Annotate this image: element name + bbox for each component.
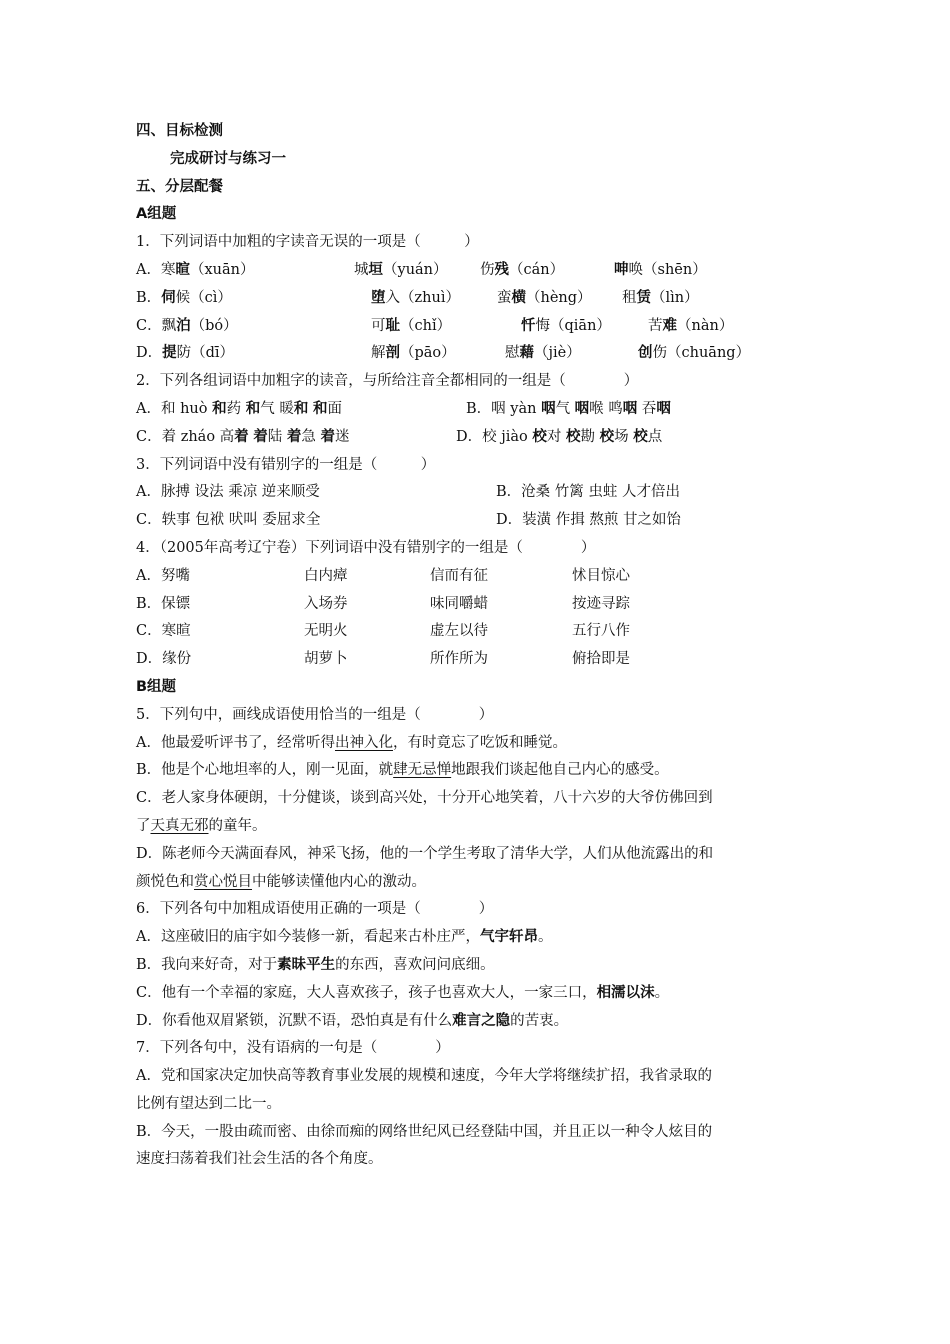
text-run: 的东西，喜欢问问底细。 <box>335 956 495 973</box>
text-run: 唤（shēn） <box>628 261 707 278</box>
bold-text: 剖 <box>385 345 400 362</box>
text-run: A．这座破旧的庙宇如今装修一新，看起来古朴庄严， <box>136 929 480 946</box>
option-line <box>136 980 816 1008</box>
text-run: D．陈老师今天满面春风，神采飞扬，他的一个学生考取了清华大学，人们从他流露出的和 <box>136 845 714 862</box>
option-cell <box>136 396 342 424</box>
text-run: B．今天，一股由疏而密、由徐而痴的网络世纪风已经登陆中国，并且正以一种令人炫目的 <box>136 1123 713 1140</box>
bold-text: 咽 <box>622 400 638 417</box>
text-run: 白内瘴 <box>304 567 348 584</box>
heading-line <box>136 118 816 146</box>
line-text <box>136 785 713 813</box>
bold-text: 咽 <box>541 400 556 417</box>
option-cell <box>371 313 451 341</box>
text-run: C．着 zháo 高 <box>136 428 235 445</box>
option-line <box>136 646 816 674</box>
bold-text: 五、分层配餐 <box>136 178 223 195</box>
bold-text: 难 <box>662 317 677 334</box>
option-line <box>136 591 816 619</box>
text-run: 候（cì） <box>175 289 232 306</box>
heading-line <box>136 174 816 202</box>
bold-text: 校 <box>532 428 547 445</box>
line-text <box>136 952 495 980</box>
text-run: 2．下列各组词语中加粗字的读音，与所给注音全都相同的一组是（ ） <box>136 373 639 390</box>
text-run: C．老人家身体硬朗，十分健谈，谈到高兴处，十分开心地笑着，八十六岁的大爷仿佛回到 <box>136 790 713 807</box>
line-text <box>136 757 669 785</box>
text-run: 喉 鸣 <box>589 400 623 417</box>
question-line <box>136 229 816 257</box>
text-run: B．保镖 <box>136 595 191 612</box>
line-text <box>136 1063 712 1091</box>
text-run: D．装潢 作揖 熬煎 甘之如饴 <box>496 512 681 529</box>
line-text <box>136 896 493 924</box>
option-line <box>136 563 816 591</box>
question-line <box>136 368 816 396</box>
line-text <box>136 535 595 563</box>
bold-text: A组题 <box>136 206 177 223</box>
text-run: D．你看他双眉紧锁，沉默不语，恐怕真是有什么 <box>136 1012 453 1029</box>
text-run: B．咽 yàn <box>466 400 542 417</box>
bold-text: 着 <box>286 428 302 445</box>
text-run: 比例有望达到二比一。 <box>136 1095 281 1112</box>
bold-text: 藉 <box>519 345 534 362</box>
option-cell <box>496 479 680 507</box>
question-line <box>136 896 816 924</box>
bold-text: B组题 <box>136 678 177 695</box>
line-text <box>136 1119 712 1147</box>
line-text <box>170 146 286 174</box>
option-cell <box>136 285 232 313</box>
text-run: A．脉搏 设法 乘凉 逆来顺受 <box>136 484 320 501</box>
option-cell <box>304 563 348 591</box>
text-run: D． <box>136 345 163 362</box>
text-run: C．轶事 包袱 吠叫 委屈求全 <box>136 512 321 529</box>
bold-text: 气宇轩昂 <box>479 929 538 946</box>
text-run: A．努嘴 <box>136 567 190 584</box>
bold-text: 暄 <box>175 261 190 278</box>
text-run: 苦 <box>648 317 663 334</box>
text-run: （pāo） <box>400 345 456 362</box>
text-run: 的苦衷。 <box>510 1012 569 1029</box>
text-run: 速度扫荡着我们社会生活的各个角度。 <box>136 1151 383 1168</box>
bold-text: 素昧平生 <box>277 956 336 973</box>
bold-text: 校 <box>633 428 648 445</box>
text-run: B．他是个心地坦率的人，刚一见面，就 <box>136 762 394 779</box>
option-line <box>136 1008 816 1036</box>
group-line <box>136 201 816 229</box>
option-line <box>136 869 816 897</box>
bold-text: 着 <box>320 428 335 445</box>
text-run: 蛮 <box>497 289 512 306</box>
text-run: 1．下列词语中加粗的字读音无误的一项是（ ） <box>136 234 479 251</box>
line-text <box>136 201 176 229</box>
text-run: （nàn） <box>677 317 734 334</box>
text-run: A．他最爱听评书了，经常听得 <box>136 734 335 751</box>
option-line <box>136 952 816 980</box>
text-run: D．缘份 <box>136 651 192 668</box>
text-run: 所作所为 <box>430 651 488 668</box>
text-run: D．校 jiào <box>456 428 533 445</box>
bold-text: 垣 <box>368 261 383 278</box>
text-run: 伤 <box>480 261 495 278</box>
text-run: （xuān） <box>189 261 255 278</box>
line-text <box>136 229 479 257</box>
bold-text: 校 <box>599 428 615 445</box>
option-cell <box>136 618 191 646</box>
text-run: A．和 huò <box>136 400 213 417</box>
line-text <box>136 980 669 1008</box>
bold-text: 相濡以沫 <box>596 984 655 1001</box>
text-run: 中能够读懂他内心的激动。 <box>252 873 426 890</box>
text-run: 按迹寻踪 <box>572 595 630 612</box>
text-run: （yuán） <box>383 261 448 278</box>
text-run: 场 <box>614 428 634 445</box>
text-run: 急 <box>301 428 321 445</box>
text-run: 药 <box>226 400 246 417</box>
option-cell <box>622 285 699 313</box>
bold-text: 着 <box>234 428 249 445</box>
text-run: A．寒 <box>136 261 176 278</box>
option-cell <box>136 313 238 341</box>
option-cell <box>304 591 348 619</box>
text-run: （cán） <box>509 261 565 278</box>
text-run: （jiè） <box>534 345 581 362</box>
underlined-idiom: 天真无邪 <box>150 817 209 834</box>
line-text <box>136 924 552 952</box>
question-line <box>136 452 816 480</box>
bold-text: 和 <box>245 400 261 417</box>
bold-text: 残 <box>494 261 509 278</box>
text-run: 面 <box>327 400 342 417</box>
option-cell <box>521 313 611 341</box>
option-cell <box>136 257 254 285</box>
text-run: （lìn） <box>651 289 699 306</box>
bold-text: 横 <box>511 289 526 306</box>
text-run: 4．（2005年高考辽宁卷）下列词语中没有错别字的一组是（ ） <box>136 539 596 556</box>
option-cell <box>371 340 456 368</box>
option-line <box>136 1146 816 1174</box>
question-line <box>136 535 816 563</box>
option-cell <box>136 507 320 535</box>
line-text <box>136 452 435 480</box>
bold-text: 咽 <box>574 400 590 417</box>
text-run: 虚左以待 <box>430 623 488 640</box>
bold-text: 和 <box>212 400 227 417</box>
option-cell <box>136 340 234 368</box>
text-run: C．寒暄 <box>136 623 191 640</box>
text-run: 防（dī） <box>176 345 235 362</box>
text-run: 的童年。 <box>208 817 267 834</box>
text-run: 无明火 <box>304 623 348 640</box>
text-run: 陆 <box>267 428 287 445</box>
option-cell <box>136 479 320 507</box>
text-run: 可 <box>371 317 386 334</box>
option-line <box>136 396 816 424</box>
text-run: 胡萝卜 <box>304 651 348 668</box>
text-run: 对 <box>546 428 566 445</box>
text-run: 伤（chuāng） <box>652 345 751 362</box>
line-text <box>136 674 176 702</box>
text-run: 颜悦色和 <box>136 873 194 890</box>
line-text <box>136 118 223 146</box>
bold-text: 耻 <box>385 317 400 334</box>
bold-text: 伺 <box>161 289 176 306</box>
text-run: C．飘 <box>136 317 177 334</box>
bold-text: 泊 <box>176 317 191 334</box>
text-run: 地跟我们谈起他自己内心的感受。 <box>451 762 669 779</box>
text-run: A．党和国家决定加快高等教育事业发展的规模和速度，今年大学将继续扩招，我省录取的 <box>136 1068 712 1085</box>
line-text <box>136 730 567 758</box>
bold-text: 完成研讨与练习一 <box>170 150 286 167</box>
bold-text: 和 <box>312 400 328 417</box>
text-run: 俯拾即是 <box>572 651 630 668</box>
text-run: 怵目惊心 <box>572 567 630 584</box>
bold-text: 创 <box>638 345 653 362</box>
line-text <box>136 1035 450 1063</box>
text-run: 点 <box>647 428 663 445</box>
text-run: 3．下列词语中没有错别字的一组是（ ） <box>136 456 436 473</box>
option-cell <box>136 591 190 619</box>
option-cell <box>480 257 564 285</box>
underlined-idiom: 肆无忌惮 <box>393 762 452 779</box>
text-run: （bó） <box>190 317 238 334</box>
bold-text: 咽 <box>656 400 671 417</box>
option-line <box>136 924 816 952</box>
option-cell <box>430 563 488 591</box>
bold-text: 赁 <box>636 289 651 306</box>
text-run: 7．下列各句中，没有语病的一句是（ ） <box>136 1040 450 1057</box>
text-run: 勘 <box>580 428 600 445</box>
option-line <box>136 479 816 507</box>
text-run: （chǐ） <box>400 317 452 334</box>
text-run: 味同嚼蜡 <box>430 595 488 612</box>
text-run: 。 <box>537 929 553 946</box>
underlined-idiom: 出神入化 <box>334 734 393 751</box>
text-run: 城 <box>354 261 369 278</box>
option-line <box>136 785 816 813</box>
question-line <box>136 702 816 730</box>
line-text <box>136 869 426 897</box>
option-cell <box>430 646 488 674</box>
text-run: 5．下列句中，画线成语使用恰当的一组是（ ） <box>136 706 494 723</box>
line-text <box>136 702 493 730</box>
option-cell <box>505 340 581 368</box>
text-run: 。 <box>654 984 670 1001</box>
option-cell <box>648 313 733 341</box>
text-run: 解 <box>371 345 386 362</box>
bold-text: 难言之隐 <box>452 1012 511 1029</box>
text-run: 入（zhuì） <box>385 289 460 306</box>
text-run: （hèng） <box>526 289 592 306</box>
option-line <box>136 618 816 646</box>
text-run: 慰 <box>505 345 520 362</box>
option-line <box>136 757 816 785</box>
option-cell <box>572 646 630 674</box>
option-cell <box>614 257 707 285</box>
underlined-idiom: 赏心悦目 <box>194 873 252 890</box>
option-cell <box>572 591 630 619</box>
text-run: 气 暖 <box>260 400 294 417</box>
text-run: B．我向来好奇，对于 <box>136 956 278 973</box>
option-cell <box>497 285 592 313</box>
option-line <box>136 1091 816 1119</box>
option-line <box>136 730 816 758</box>
option-cell <box>456 424 662 452</box>
document-page <box>136 118 816 1174</box>
group-line <box>136 674 816 702</box>
text-run: 了 <box>136 817 151 834</box>
option-line <box>136 507 816 535</box>
line-text <box>136 813 267 841</box>
bold-text: 呻 <box>614 261 629 278</box>
option-cell <box>430 618 488 646</box>
text-run: 6．下列各句中加粗成语使用正确的一项是（ ） <box>136 901 494 918</box>
line-text <box>136 368 638 396</box>
option-cell <box>136 424 350 452</box>
option-line <box>136 1119 816 1147</box>
text-run: 气 <box>555 400 575 417</box>
option-cell <box>304 646 348 674</box>
text-run: 迷 <box>335 428 350 445</box>
option-cell <box>304 618 348 646</box>
option-line <box>136 841 816 869</box>
bold-text: 提 <box>162 345 177 362</box>
text-run: C．他有一个幸福的家庭，大人喜欢孩子，孩子也喜欢大人，一家三口， <box>136 984 597 1001</box>
text-run: 入场券 <box>304 595 348 612</box>
bold-text: 忏 <box>521 317 536 334</box>
text-run: 信而有征 <box>430 567 488 584</box>
option-cell <box>572 618 630 646</box>
option-line <box>136 424 816 452</box>
bold-text: 着 <box>253 428 268 445</box>
bold-text: 四、目标检测 <box>136 123 223 139</box>
bold-text: 和 <box>293 400 309 417</box>
bold-text: 校 <box>565 428 581 445</box>
option-cell <box>638 340 750 368</box>
option-cell <box>496 507 681 535</box>
text-run: B． <box>136 289 162 306</box>
option-cell <box>371 285 460 313</box>
option-cell <box>466 396 671 424</box>
option-line <box>136 813 816 841</box>
text-run: 五行八作 <box>572 623 630 640</box>
text-run: ，有时竟忘了吃饭和睡觉。 <box>392 734 567 751</box>
option-line <box>136 1063 816 1091</box>
option-cell <box>136 563 190 591</box>
option-line <box>136 257 816 285</box>
option-line <box>136 285 816 313</box>
subheading-line <box>136 146 816 174</box>
bold-text: 堕 <box>371 289 386 306</box>
line-text <box>136 1146 383 1174</box>
option-cell <box>572 563 630 591</box>
line-text <box>136 174 223 202</box>
line-text <box>136 1008 568 1036</box>
text-run: 租 <box>622 289 637 306</box>
option-cell <box>136 646 191 674</box>
question-line <box>136 1035 816 1063</box>
option-cell <box>354 257 448 285</box>
line-text <box>136 841 713 869</box>
option-line <box>136 340 816 368</box>
text-run: 吞 <box>637 400 657 417</box>
text-run: B．沧桑 竹篱 虫蛀 人才倍出 <box>496 484 680 501</box>
option-cell <box>430 591 488 619</box>
line-text <box>136 1091 281 1119</box>
text-run: 悔（qiān） <box>535 317 611 334</box>
option-line <box>136 313 816 341</box>
